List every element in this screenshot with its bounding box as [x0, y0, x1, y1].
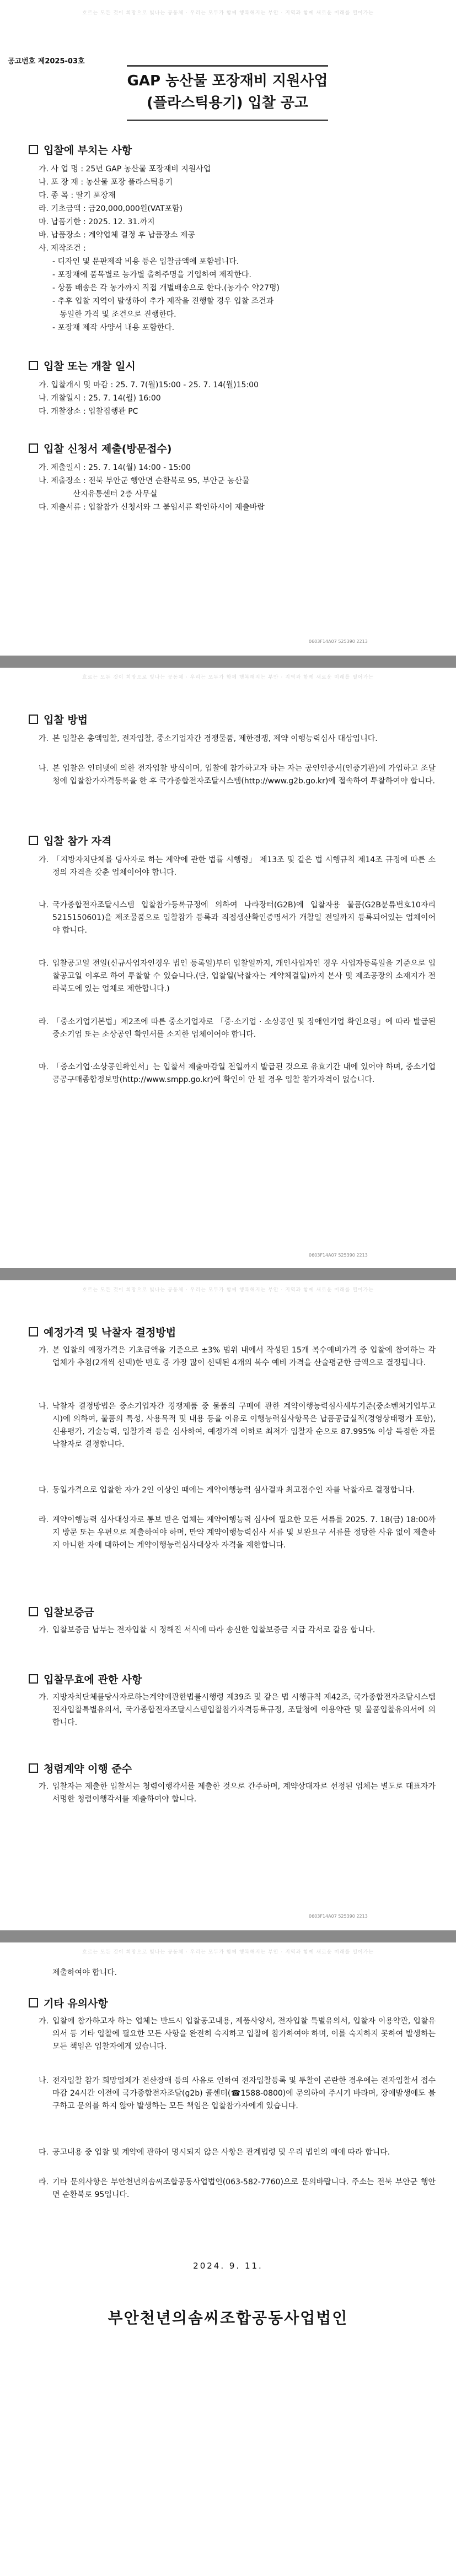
list-item: [39, 1624, 436, 1637]
item-label: 나.: [39, 1402, 49, 1411]
list-item: 바. 납품장소 : 계약업체 결정 후 납품장소 제공: [39, 231, 195, 240]
item-label: 가.: [39, 1626, 49, 1635]
list-item: 산지유통센터 2층 사무실: [39, 490, 158, 499]
item-text: 입찰공고일 전일(신규사업자인경우 법인 등록일)부터 입찰일까지, 개인사업자인 경우 사업자등록일을 기준으로 입찰공고일 이후로 하여 투찰할 수 있습니다.(단, 입찰일(낙찰자는 계약체결일)까지 본사 및 제조공장의 소재지가 전라북도에 있는 업체로 제한합니다.): [52, 959, 436, 993]
watermark: 흐르는 모든 것이 희망으로 빛나는 공동체 · 우리는 모두가 함께 행복해지는 부안 · 지역과 함께 새로운 미래를 열어가는: [82, 1287, 374, 1293]
item-text: 전자입찰 참가 희망업체가 전산장애 등의 사유로 인하여 전자입찰등록 및 투찰이 곤란한 경우에는 전자입찰서 접수마감 24시간 이전에 국가종합전자조달(g2b) 콜센터(☎1588-0800)에 문의하여 주시기 바라며, 장애발생에도 불구하고 문의를 하지 않아 발생하는 모든 책임은 입찰참가자에게 있습니다.: [52, 2076, 436, 2110]
list-item: 사. 제작조건 :: [39, 244, 86, 253]
item-label: 가.: [39, 734, 49, 743]
square-bullet-icon: [29, 145, 38, 154]
item-text: 동일가격으로 입찰한 자가 2인 이상인 때에는 계약이행능력 심사결과 최고점수인 자를 낙찰자로 결정합니다.: [52, 1486, 415, 1495]
title-line-2: (플라스틱용기) 입찰 공고: [146, 95, 309, 111]
list-item: 다. 제출서류 : 입찰참가 신청서와 그 붙임서류 확인하시어 제출바람: [39, 503, 265, 512]
item-label: 라.: [39, 1018, 49, 1026]
page-separator: [0, 1268, 456, 1280]
announcement-date: 2024. 9. 11.: [193, 2261, 263, 2271]
list-item: [39, 1514, 436, 1552]
item-label: 다.: [39, 959, 49, 968]
list-item: [39, 1691, 436, 1729]
section-heading: [29, 358, 136, 373]
condition-item: - 디자인 및 문판제작 비용 등은 입찰금액에 포함됩니다.: [52, 257, 239, 266]
list-item: [39, 1781, 436, 1806]
list-item: 가. 입찰개시 및 마감 : 25. 7. 7(월)15:00 - 25. 7. 14(월)15:00: [39, 381, 259, 389]
item-label: 마.: [39, 1063, 49, 1071]
item-label: 가.: [39, 856, 49, 864]
list-item: [39, 1484, 436, 1497]
list-item: [39, 2146, 436, 2159]
page-footer: 0603F14A07 525390 2213: [309, 1253, 368, 1258]
section-title: 입찰 방법: [44, 714, 88, 726]
section-title: 기타 유의사항: [44, 1998, 108, 2010]
square-bullet-icon: [29, 1763, 38, 1773]
section-heading: [29, 1604, 94, 1619]
list-item: 나. 제출장소 : 전북 부안군 행안면 순환북로 95, 부안군 농산물: [39, 477, 250, 485]
section-title: 입찰 신청서 제출(방문접수): [44, 443, 172, 455]
section-title: 예정가격 및 낙찰자 결정방법: [44, 1327, 176, 1339]
item-label: 다.: [39, 1486, 49, 1495]
list-item: [39, 2015, 436, 2053]
item-text: 공고내용 중 입찰 및 계약에 관하여 명시되지 않은 사항은 관계법령 및 우리 법인의 예에 따라 합니다.: [52, 2148, 390, 2157]
section-title: 입찰 참가 자격: [44, 835, 112, 847]
item-text: 본 입찰은 인터넷에 의한 전자입찰 방식이며, 입찰에 참가하고자 하는 자는 공인인증서(인증기관)에 가입하고 조달청에 입찰참가자격등록을 한 후 국가종합전자조달시스템(http://www.g2b.go.kr)에 접속하여 투찰하여야 합니다.: [52, 764, 436, 786]
section-heading: [29, 1995, 108, 2010]
square-bullet-icon: [29, 361, 38, 370]
item-text: 낙찰자 결정방법은 중소기업자간 경쟁제품 중 물품의 구매에 관한 계약이행능력심사세부기준(중소벤처기업부고시)에 의하여, 물품의 특성, 사용목적 및 내용 등을 이유로 이행능력심사항목은 납품공급실적(경영상태평가 포함), 신용평가, 기술능력, 입찰가격 등을 심사하여, 예정가격 이하로 최저가 입찰자 순으로 87.995% 이상 득점한 자를 낙찰자로 결정합니다.: [52, 1402, 436, 1449]
page-footer: 0603F14A07 525390 2213: [309, 639, 368, 644]
page-separator: [0, 656, 456, 668]
list-item: 다. 개찰장소 : 입찰집행관 PC: [39, 407, 138, 416]
square-bullet-icon: [29, 1327, 38, 1336]
page-footer: 0603F14A07 525390 2213: [309, 1914, 368, 1919]
section-heading: [29, 142, 132, 157]
list-item: [39, 1400, 436, 1451]
section-heading: [29, 712, 88, 727]
item-text: 입찰보증금 납부는 전자입찰 시 정해진 서식에 따라 송신한 입찰보증금 지급 각서로 갈음 합니다.: [52, 1626, 375, 1635]
page-3: [0, 1280, 456, 1930]
continuation-text: 제출하여야 합니다.: [52, 1968, 117, 1977]
title-box: [127, 65, 328, 121]
item-label: 라.: [39, 1516, 49, 1524]
square-bullet-icon: [29, 836, 38, 845]
list-item: 다. 종 목 : 딸기 포장재: [39, 191, 116, 200]
list-item: [39, 1016, 436, 1041]
section-heading: [29, 1671, 142, 1686]
item-label: 다.: [39, 2148, 49, 2157]
item-label: 나.: [39, 2076, 49, 2085]
list-item: 가. 사 업 명 : 25년 GAP 농산물 포장재비 지원사업: [39, 165, 211, 174]
list-item: 가. 제출일시 : 25. 7. 14(월) 14:00 - 15:00: [39, 463, 191, 472]
item-text: 본 입찰의 예정가격은 기초금액을 기준으로 ±3% 범위 내에서 작성된 15개 복수예비가격 중 입찰에 참여하는 각 업체가 추첨(2개씩 선택)한 번호 중 가장 많이 선택된 4개의 복수 예비 가격을 산술평균한 금액으로 결정됩니다.: [52, 1346, 436, 1367]
item-text: 기타 문의사항은 부안천년의솜씨조합공동사업법인(063-582-7760)으로 문의바랍니다. 주소는 전북 부안군 행안면 순환북로 95입니다.: [52, 2178, 436, 2199]
item-text: 입찰에 참가하고자 하는 업체는 반드시 입찰공고내용, 제품사양서, 전자입찰 특별유의서, 입찰자 이용약관, 입찰유의서 등 기타 입찰에 필요한 모든 사항을 완전히 숙지하고 입찰에 참가하여야 하며, 이를 숙지하지 못하여 발생하는 모든 책임은 입찰자에게 있습니다.: [52, 2017, 436, 2051]
item-text: 본 입찰은 총액입찰, 전자입찰, 중소기업자간 경쟁물품, 제한경쟁, 제약 이행능력심사 대상입니다.: [52, 734, 378, 743]
list-item: [39, 899, 436, 937]
item-text: 「지방자치단체를 당사자로 하는 계약에 관한 법률 시행령」 제13조 및 같은 법 시행규칙 제14조 규정에 따른 소정의 자격을 갖춘 업체이어야 합니다.: [52, 856, 436, 877]
section-heading: [29, 833, 111, 848]
item-label: 가.: [39, 1346, 49, 1355]
section-heading: [29, 1324, 176, 1339]
condition-item: 동일한 가격 및 조건으로 진행한다.: [60, 310, 176, 319]
square-bullet-icon: [29, 1998, 38, 2007]
item-label: 가.: [39, 1693, 49, 1702]
item-label: 라.: [39, 2178, 49, 2187]
section-heading: [29, 1761, 132, 1776]
page-4: [0, 1942, 456, 2576]
doc-number: 공고번호 제2025-03호: [8, 57, 85, 66]
list-item: 라. 기초금액 : 금20,000,000원(VAT포함): [39, 204, 183, 213]
section-title: 입찰무효에 관한 사항: [44, 1674, 142, 1686]
list-item: 나. 개찰일시 : 25. 7. 14(월) 16:00: [39, 394, 161, 403]
list-item: 나. 포 장 재 : 농산물 포장 플라스틱용기: [39, 178, 173, 187]
list-item: [39, 762, 436, 788]
watermark: 흐르는 모든 것이 희망으로 빛나는 공동체 · 우리는 모두가 함께 행복해지는 부안 · 지역과 함께 새로운 미래를 열어가는: [82, 10, 374, 16]
section-title: 입찰에 부치는 사항: [44, 144, 132, 156]
square-bullet-icon: [29, 715, 38, 724]
watermark: 흐르는 모든 것이 희망으로 빛나는 공동체 · 우리는 모두가 함께 행복해지는 부안 · 지역과 함께 새로운 미래를 열어가는: [82, 675, 374, 680]
square-bullet-icon: [29, 1674, 38, 1684]
section-title: 입찰 또는 개찰 일시: [44, 360, 136, 372]
section-title: 입찰보증금: [44, 1606, 94, 1619]
issuer-name: 부안천년의솜씨조합공동사업법인: [108, 2309, 348, 2327]
item-text: 국가종합전자조달시스템 입찰참가등록규정에 의하여 나라장터(G2B)에 입찰자용 물품(G2B분류번호10자리 5215150601)을 제조물품으로 입찰참가 등록과 직접생산확인증명서가 개찰일 전일까지 등록되어있는 업체이어야 합니다.: [52, 901, 436, 935]
list-item: [39, 733, 436, 745]
page-1: [0, 0, 456, 656]
list-item: [39, 854, 436, 879]
condition-item: - 포장재에 품목별로 농가별 출하주명을 기입하여 제작한다.: [52, 270, 251, 279]
page-separator: [0, 1930, 456, 1942]
square-bullet-icon: [29, 443, 38, 453]
list-item: [39, 2075, 436, 2113]
page-2: [0, 668, 456, 1268]
item-text: 지방자치단체를당사자로하는계약에관한법률시행령 제39조 및 같은 법 시행규칙 제42조, 국가종합전자조달시스템전자입찰특별유의서, 국가종합전자조달시스템입찰참가자격등록규정, 조달청에 이용약관 및 물품입찰유의서에 의합니다.: [52, 1693, 436, 1727]
list-item: [39, 957, 436, 995]
condition-item: - 포장재 제작 사양서 내용 포함한다.: [52, 323, 175, 332]
item-text: 입찰자는 제출한 입찰서는 청렴이행각서를 제출한 것으로 간주하며, 계약상대자로 선정된 업체는 별도로 대표자가 서명한 청렴이행각서를 제출하여야 합니다.: [52, 1782, 436, 1804]
list-item: [39, 2176, 436, 2201]
watermark: 흐르는 모든 것이 희망으로 빛나는 공동체 · 우리는 모두가 함께 행복해지는 부안 · 지역과 함께 새로운 미래를 열어가는: [82, 1950, 374, 1955]
item-text: 계약이행능력 심사대상자로 통보 받은 업체는 계약이행능력 심사에 필요한 모든 서류를 2025. 7. 18(금) 18:00까지 방문 또는 우편으로 제출하여야 하며, 만약 계약이행능력심사 서류 및 보완요구 서류를 정당한 사유 없이 제출하지 아니한 자에 대하여는 계약이행능력심사대상자 자격을 제한합니다.: [52, 1516, 436, 1550]
item-label: 가.: [39, 2017, 49, 2026]
section-title: 청렴계약 이행 준수: [44, 1763, 132, 1775]
square-bullet-icon: [29, 1607, 38, 1616]
list-item: 마. 납품기한 : 2025. 12. 31.까지: [39, 218, 155, 226]
condition-item: - 추후 입찰 지역이 발생하여 추가 제작을 진행할 경우 입찰 조건과: [52, 297, 274, 306]
list-item: [39, 1344, 436, 1370]
item-text: 「중소기업·소상공인확인서」는 입찰서 제출마감일 전일까지 발급된 것으로 유효기간 내에 있어야 하며, 중소기업공공구매종합정보망(http://www.smpp.go.kr)에 확인이 안 될 경우 입찰 참가자격이 없습니다.: [52, 1063, 436, 1084]
item-text: 「중소기업기본법」제2조에 따른 중소기업자로 「중·소기업 · 소상공인 및 장애인기업 확인요령」에 따라 발급된 중소기업 또는 소상공인 확인서를 소지한 업체이어야 합니다.: [52, 1018, 436, 1039]
item-label: 가.: [39, 1782, 49, 1791]
list-item: [39, 1061, 436, 1086]
condition-item: - 상품 배송은 각 농가까지 직접 개별배송으로 한다.(농가수 약27명): [52, 284, 280, 293]
title-line-1: GAP 농산물 포장재비 지원사업: [127, 73, 328, 89]
section-heading: [29, 441, 172, 456]
item-label: 나.: [39, 764, 49, 773]
item-label: 나.: [39, 901, 49, 910]
